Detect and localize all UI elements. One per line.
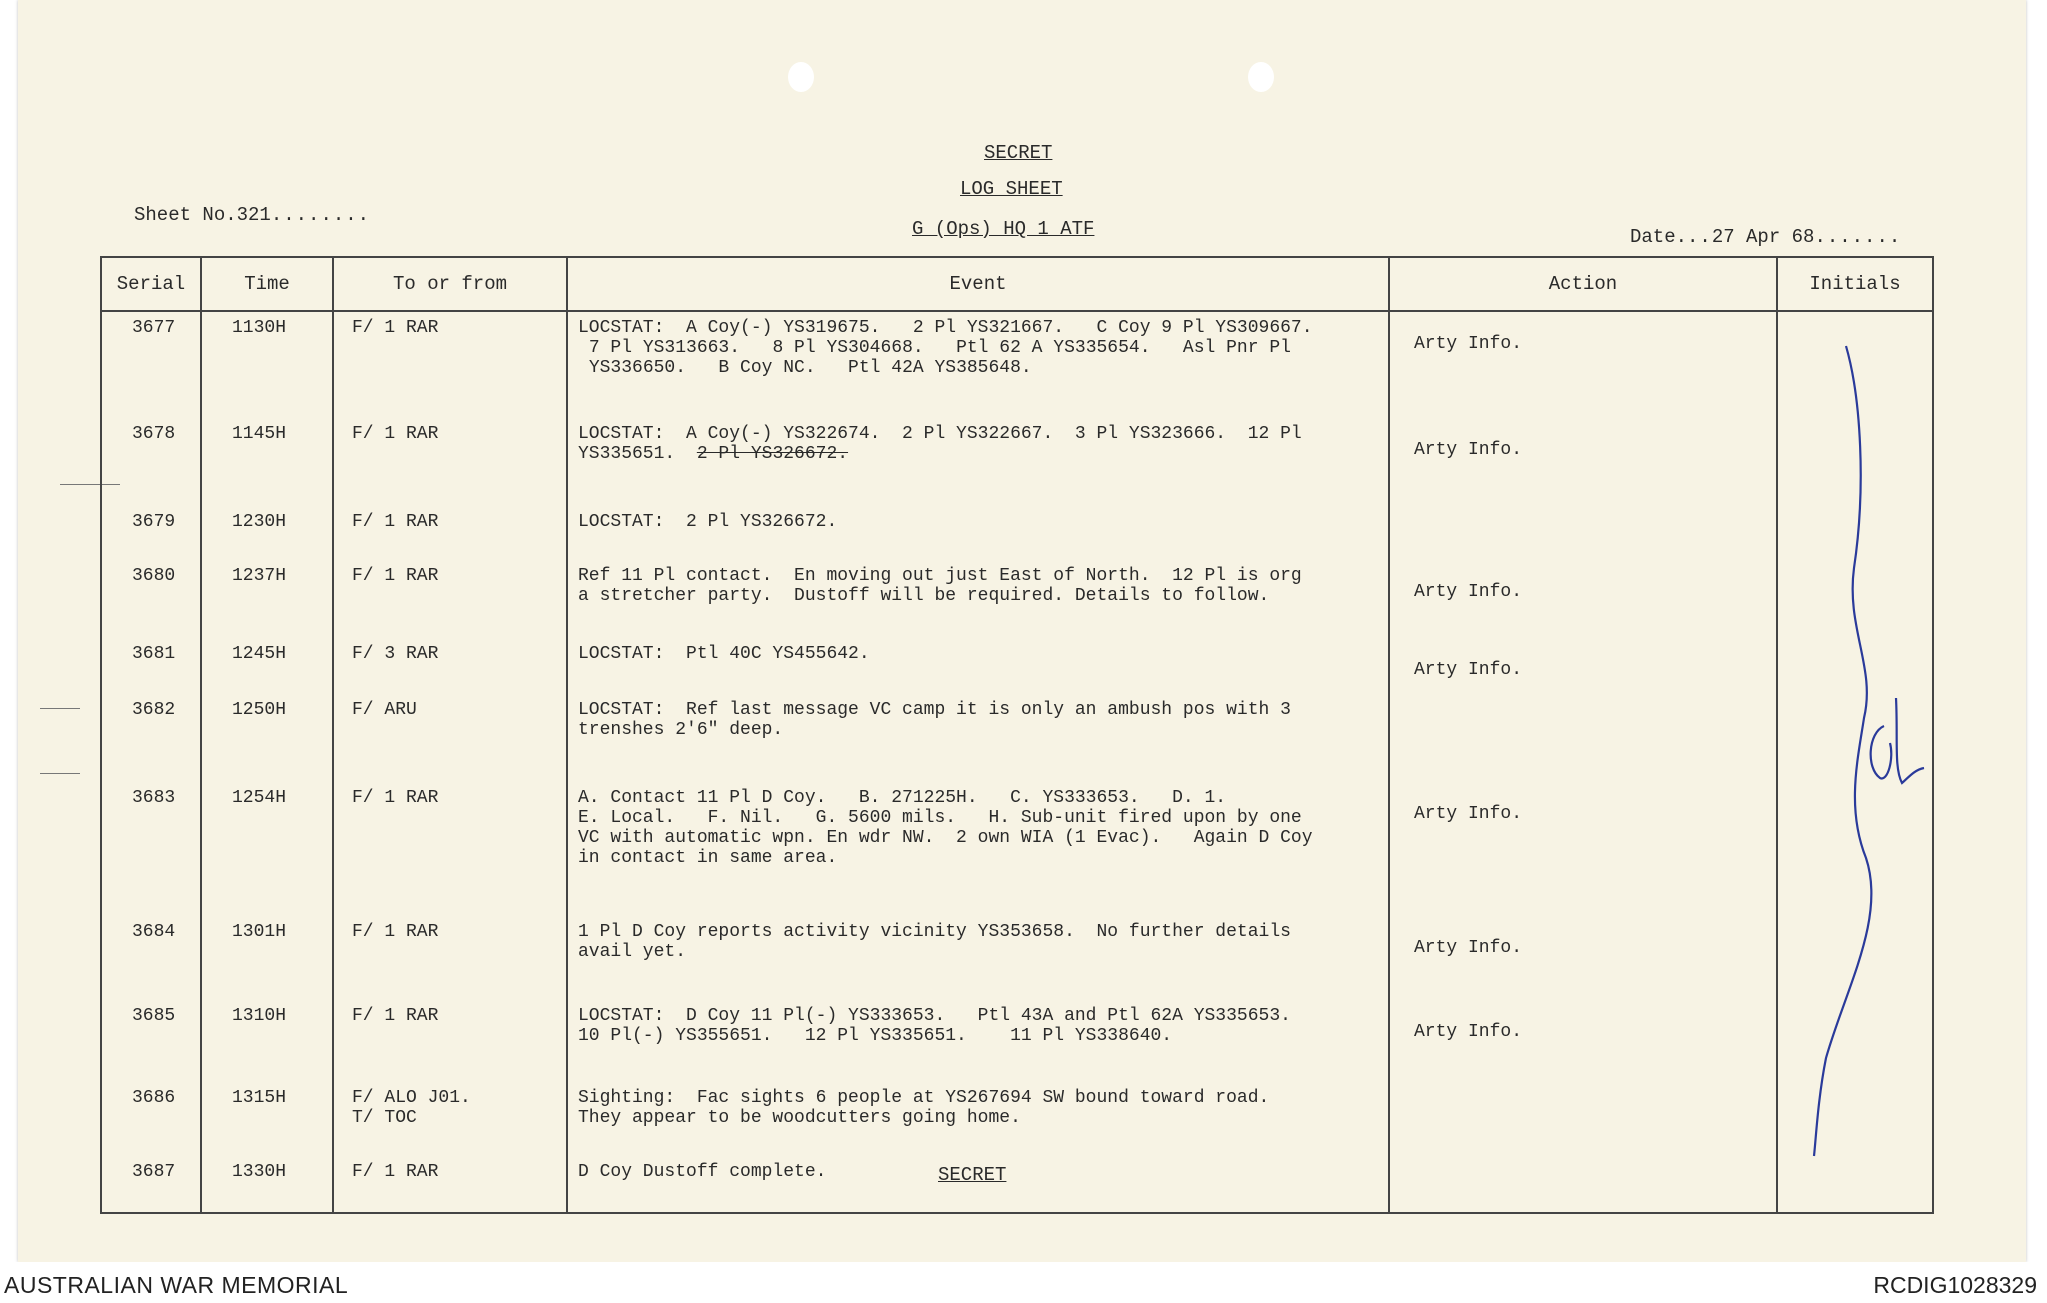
event-text: LOCSTAT: Ptl 40C YS455642. bbox=[578, 644, 870, 664]
cell-event bbox=[567, 1082, 1389, 1156]
cell-event bbox=[567, 638, 1389, 694]
sheet-no: 321 bbox=[236, 204, 271, 226]
table-row bbox=[101, 311, 1933, 418]
cell-action: Arty Info. bbox=[1389, 1000, 1777, 1082]
cell-serial: 3677 bbox=[101, 311, 201, 418]
cell-action bbox=[1389, 506, 1777, 560]
blank-cell bbox=[1389, 1212, 1777, 1213]
margin-mark bbox=[40, 773, 80, 774]
cell-action: Arty Info. bbox=[1389, 418, 1777, 506]
cell-serial: 3686 bbox=[101, 1082, 201, 1156]
cell-time: 1130H bbox=[201, 311, 333, 418]
dotted-leader: ........ bbox=[270, 204, 371, 226]
cell-event bbox=[567, 506, 1389, 560]
cell-event bbox=[567, 782, 1389, 916]
blank-cell bbox=[333, 1212, 567, 1213]
event-text: LOCSTAT: D Coy 11 Pl(-) YS333653. Ptl 43A and Ptl 62A YS335653. 10 Pl(-) YS355651. 12 Pl YS335651. 11 Pl YS338640. bbox=[578, 1006, 1291, 1046]
cell-time: 1254H bbox=[201, 782, 333, 916]
event-text: A. Contact 11 Pl D Coy. B. 271225H. C. YS333653. D. 1. E. Local. F. Nil. G. 5600 mils. H. Sub-unit fired upon by one VC with automatic wpn. En wdr NW. 2 own WIA (1 Evac). Again D Coy in contact in same area. bbox=[578, 788, 1313, 868]
event-text: LOCSTAT: 2 Pl YS326672. bbox=[578, 512, 838, 532]
cell-to-from: F/ ARU bbox=[333, 694, 567, 782]
cell-to-from: F/ 1 RAR bbox=[333, 1000, 567, 1082]
sheet-number bbox=[134, 204, 370, 226]
event-text: LOCSTAT: A Coy(-) YS319675. 2 Pl YS321667. C Coy 9 Pl YS309667. 7 Pl YS313663. 8 Pl YS304668. Ptl 62 A YS335654. Asl Pnr Pl YS336650. B Coy NC. Ptl 42A YS385648. bbox=[578, 318, 1313, 378]
table-body bbox=[101, 311, 1933, 1213]
cell-action: Arty Info. bbox=[1389, 311, 1777, 418]
table-row bbox=[101, 506, 1933, 560]
cell-to-from: F/ 1 RAR bbox=[333, 506, 567, 560]
cell-event bbox=[567, 311, 1389, 418]
cell-to-from: F/ 1 RAR bbox=[333, 1156, 567, 1212]
cell-event bbox=[567, 560, 1389, 638]
table-row bbox=[101, 1000, 1933, 1082]
event-text: Sighting: Fac sights 6 people at YS267694 SW bound toward road. They appear to be woodcutters going home. bbox=[578, 1088, 1270, 1128]
event-text: 1 Pl D Coy reports activity vicinity YS353658. No further details avail yet. bbox=[578, 922, 1291, 962]
cell-time: 1330H bbox=[201, 1156, 333, 1212]
table-row bbox=[101, 1156, 1933, 1212]
dotted-leader: ....... bbox=[1814, 226, 1902, 248]
cell-event bbox=[567, 694, 1389, 782]
log-table bbox=[100, 256, 1934, 1214]
table-row bbox=[101, 418, 1933, 506]
footer-id: RCDIG1028329 bbox=[1873, 1272, 2037, 1298]
cell-to-from: F/ 1 RAR bbox=[333, 916, 567, 1000]
cell-time: 1250H bbox=[201, 694, 333, 782]
event-text: LOCSTAT: Ref last message VC camp it is only an ambush pos with 3 trenshes 2'6" deep. bbox=[578, 700, 1291, 740]
cell-event bbox=[567, 1000, 1389, 1082]
cell-action: Arty Info. bbox=[1389, 916, 1777, 1000]
blank-cell bbox=[567, 1212, 1389, 1213]
cell-action bbox=[1389, 1082, 1777, 1156]
cell-time: 1145H bbox=[201, 418, 333, 506]
blank-cell bbox=[1777, 1212, 1933, 1213]
cell-time: 1237H bbox=[201, 560, 333, 638]
cell-action bbox=[1389, 694, 1777, 782]
cell-time: 1315H bbox=[201, 1082, 333, 1156]
cell-to-from: F/ 1 RAR bbox=[333, 311, 567, 418]
cell-to-from: F/ ALO J01. T/ TOC bbox=[333, 1082, 567, 1156]
cell-serial: 3685 bbox=[101, 1000, 201, 1082]
punch-hole-right bbox=[1248, 62, 1274, 92]
cell-event bbox=[567, 418, 1389, 506]
classification-bottom: SECRET bbox=[938, 1164, 1007, 1186]
col-time: Time bbox=[201, 257, 333, 311]
cell-serial: 3684 bbox=[101, 916, 201, 1000]
table-header-row bbox=[101, 257, 1933, 311]
cell-to-from: F/ 3 RAR bbox=[333, 638, 567, 694]
initials-signature bbox=[1806, 338, 1926, 1158]
cell-action: Arty Info. bbox=[1389, 560, 1777, 638]
cell-time: 1245H bbox=[201, 638, 333, 694]
col-serial: Serial bbox=[101, 257, 201, 311]
sheet-label: Sheet No. bbox=[134, 204, 237, 226]
classification-top: SECRET bbox=[984, 142, 1053, 164]
blank-cell bbox=[201, 1212, 333, 1213]
table-row bbox=[101, 782, 1933, 916]
cell-time: 1230H bbox=[201, 506, 333, 560]
cell-serial: 3681 bbox=[101, 638, 201, 694]
cell-initials bbox=[1777, 1156, 1933, 1212]
dotted-leader: .. bbox=[1687, 226, 1712, 248]
form-title: LOG SHEET bbox=[960, 178, 1063, 200]
cell-action bbox=[1389, 1156, 1777, 1212]
col-action: Action bbox=[1389, 257, 1777, 311]
cell-event bbox=[567, 916, 1389, 1000]
cell-serial: 3687 bbox=[101, 1156, 201, 1212]
event-text: LOCSTAT: A Coy(-) YS322674. 2 Pl YS322667. 3 Pl YS323666. 12 Pl YS335651. bbox=[578, 424, 1302, 464]
event-text: D Coy Dustoff complete. bbox=[578, 1162, 827, 1182]
cell-action: Arty Info. bbox=[1389, 638, 1777, 694]
table-row-blank bbox=[101, 1212, 1933, 1213]
date-value: 27 Apr 68 bbox=[1711, 226, 1815, 248]
cell-to-from: F/ 1 RAR bbox=[333, 782, 567, 916]
table-row bbox=[101, 638, 1933, 694]
cell-time: 1310H bbox=[201, 1000, 333, 1082]
cell-time: 1301H bbox=[201, 916, 333, 1000]
col-initials: Initials bbox=[1777, 257, 1933, 311]
col-event: Event bbox=[567, 257, 1389, 311]
cell-to-from: F/ 1 RAR bbox=[333, 560, 567, 638]
footer-source: AUSTRALIAN WAR MEMORIAL bbox=[4, 1272, 349, 1298]
cell-serial: 3679 bbox=[101, 506, 201, 560]
table-row bbox=[101, 1082, 1933, 1156]
table-row bbox=[101, 560, 1933, 638]
table-row bbox=[101, 916, 1933, 1000]
cell-to-from: F/ 1 RAR bbox=[333, 418, 567, 506]
struck-text: 2 Pl YS326672. bbox=[696, 444, 849, 464]
cell-serial: 3678 bbox=[101, 418, 201, 506]
punch-hole-left bbox=[788, 62, 814, 92]
event-text: Ref 11 Pl contact. En moving out just East of North. 12 Pl is org a stretcher party. Dustoff will be required. Details to follow. bbox=[578, 566, 1302, 606]
cell-serial: 3683 bbox=[101, 782, 201, 916]
blank-cell bbox=[101, 1212, 201, 1213]
cell-action: Arty Info. bbox=[1389, 782, 1777, 916]
date-field bbox=[1630, 226, 1901, 248]
date-label: Date. bbox=[1630, 226, 1688, 248]
table-row bbox=[101, 694, 1933, 782]
col-to-from: To or from bbox=[333, 257, 567, 311]
unit-name: G (Ops) HQ 1 ATF bbox=[912, 218, 1095, 240]
cell-serial: 3680 bbox=[101, 560, 201, 638]
cell-serial: 3682 bbox=[101, 694, 201, 782]
margin-mark bbox=[40, 708, 80, 709]
